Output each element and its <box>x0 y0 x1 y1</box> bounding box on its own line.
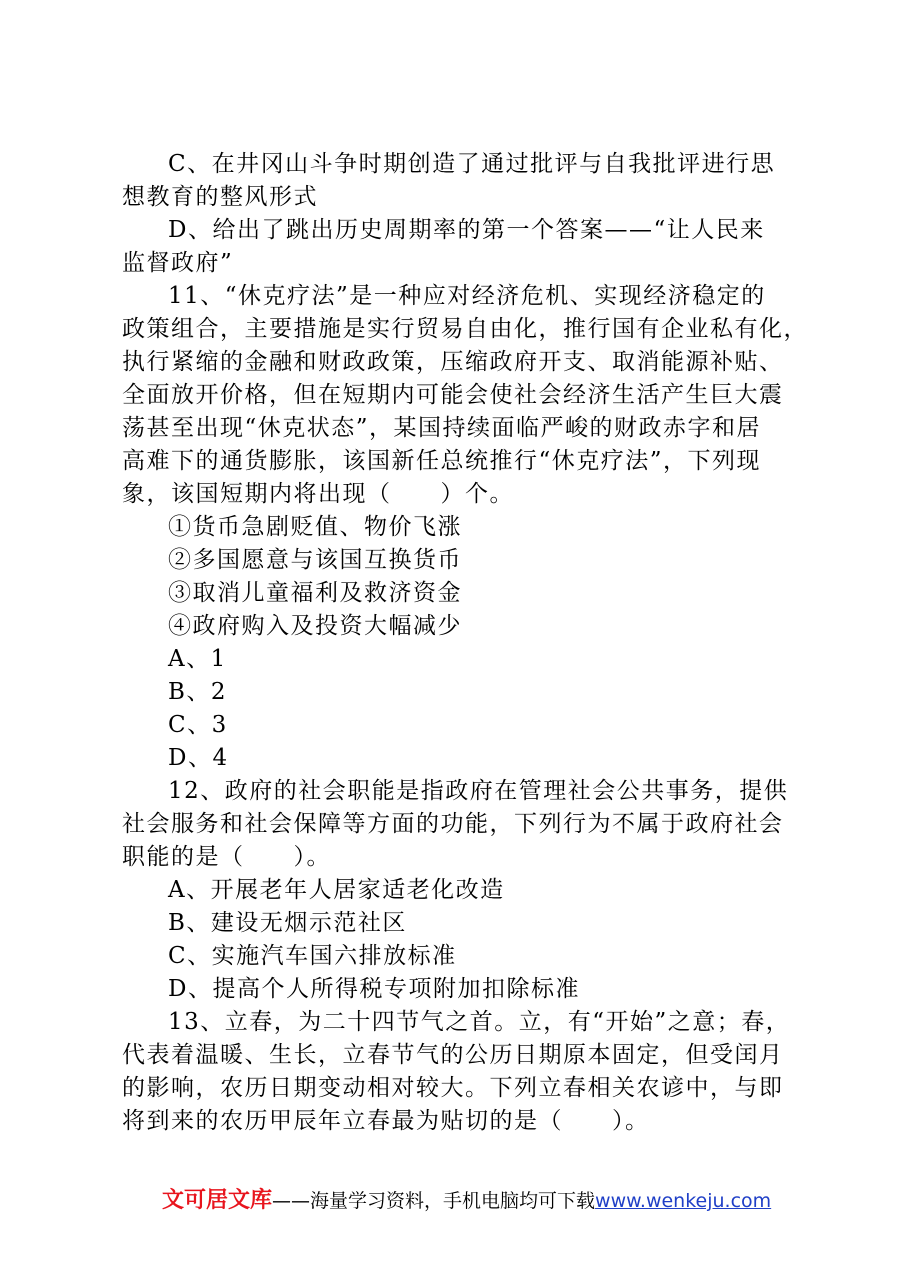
text-line: B、2 <box>168 679 228 705</box>
text-line: 政策组合，主要措施是实行贸易自由化，推行国有企业私有化， <box>122 316 808 342</box>
text-line: A、1 <box>168 646 227 672</box>
text-line: 象，该国短期内将出现（ ）个。 <box>122 481 514 507</box>
text-line: 荡甚至出现“休克状态”，某国持续面临严峻的财政赤字和居 <box>122 415 762 441</box>
text-line: 全面放开价格，但在短期内可能会使社会经济生活产生巨大震 <box>122 382 784 408</box>
text-line: 12、政府的社会职能是指政府在管理社会公共事务，提供 <box>168 778 789 804</box>
footer-url-link[interactable]: www.wenkeju.com <box>595 1190 772 1212</box>
text-line: ④政府购入及投资大幅减少 <box>168 613 462 639</box>
text-line: ③取消儿童福利及救济资金 <box>168 580 462 606</box>
text-line: C、实施汽车国六排放标准 <box>168 943 457 969</box>
text-line: 职能的是（ ）。 <box>122 844 331 870</box>
text-line: 13、立春，为二十四节气之首。立，有“开始”之意；春， <box>168 1009 791 1035</box>
text-line: 监督政府” <box>122 250 234 276</box>
text-line: 高难下的通货膨胀，该国新任总统推行“休克疗法”，下列现 <box>122 448 762 474</box>
footer <box>162 1183 771 1214</box>
text-line: ②多国愿意与该国互换货币 <box>168 547 462 573</box>
text-line: 代表着温暖、生长，立春节气的公历日期原本固定，但受闰月 <box>122 1042 784 1068</box>
document-body <box>122 148 812 1138</box>
text-line: A、开展老年人居家适老化改造 <box>168 877 505 903</box>
text-line: D、给出了跳出历史周期率的第一个答案——“让人民来 <box>168 217 765 243</box>
text-line: 将到来的农历甲辰年立春最为贴切的是（ ）。 <box>122 1108 650 1134</box>
text-line: D、提高个人所得税专项附加扣除标准 <box>168 976 580 1002</box>
text-line: B、建设无烟示范社区 <box>168 910 407 936</box>
text-line: 社会服务和社会保障等方面的功能，下列行为不属于政府社会 <box>122 811 784 837</box>
text-line: 想教育的整风形式 <box>122 184 318 210</box>
text-line: 执行紧缩的金融和财政政策，压缩政府开支、取消能源补贴、 <box>122 349 784 375</box>
text-line: 11、“休克疗法”是一种应对经济危机、实现经济稳定的 <box>168 283 766 309</box>
footer-brand: 文可居文库 <box>162 1188 273 1213</box>
footer-slogan: ——海量学习资料，手机电脑均可下载 <box>272 1190 596 1212</box>
text-line: C、在井冈山斗争时期创造了通过批评与自我批评进行思 <box>168 151 776 177</box>
text-line: ①货币急剧贬值、物价飞涨 <box>168 514 462 540</box>
text-line: C、3 <box>168 712 228 738</box>
text-line: 的影响，农历日期变动相对较大。下列立春相关农谚中，与即 <box>122 1075 784 1101</box>
text-line: D、4 <box>168 745 229 771</box>
